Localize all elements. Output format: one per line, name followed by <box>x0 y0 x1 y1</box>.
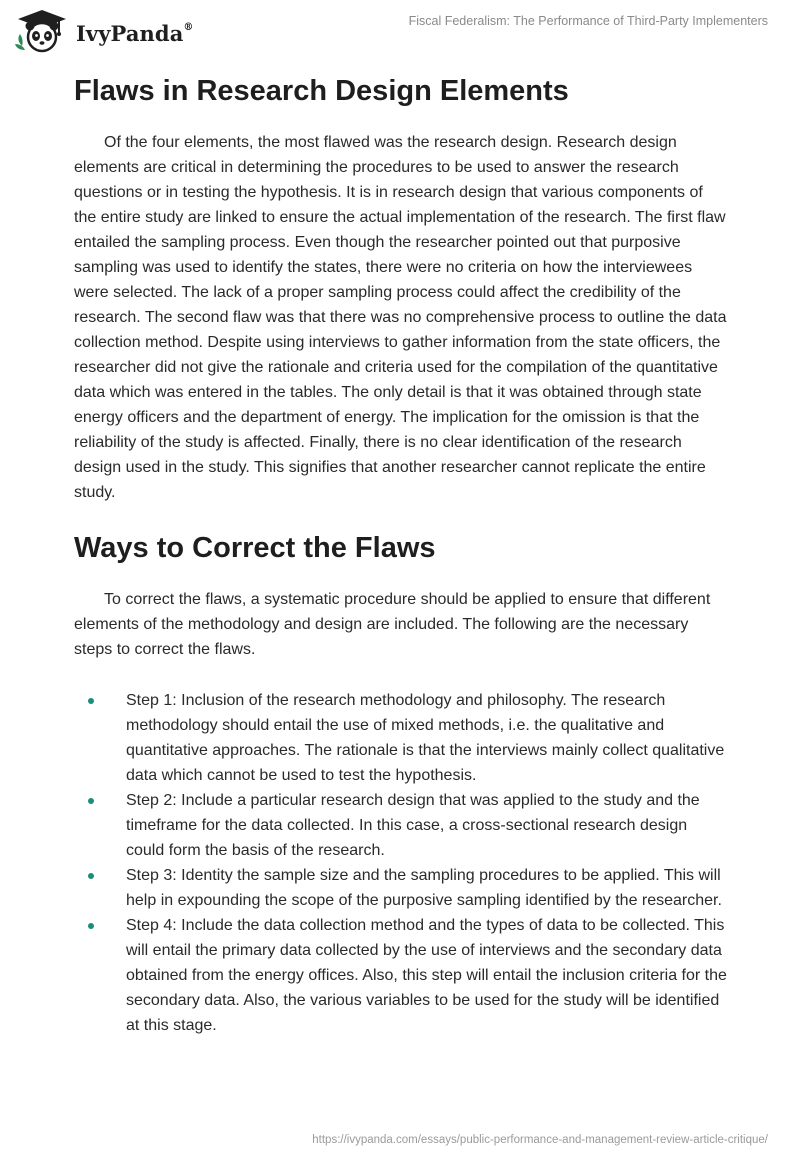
section-flaws <box>74 72 728 505</box>
bullet-icon <box>88 873 94 879</box>
article-body <box>74 72 728 1038</box>
steps-list <box>74 688 728 1038</box>
source-url-link[interactable]: https://ivypanda.com/essays/public-performance-and-management-review-article-critique/ <box>312 1134 768 1146</box>
page-header <box>0 0 800 62</box>
section-corrections <box>74 529 728 1038</box>
body-paragraph: To correct the flaws, a systematic procedure should be applied to ensure that different elements of the methodology and design are included. The following are the necessary steps to correct the flaws. <box>74 591 711 658</box>
section-heading: Flaws in Research Design Elements <box>74 75 569 107</box>
panda-logo-icon <box>14 8 70 54</box>
section-heading: Ways to Correct the Flaws <box>74 532 436 564</box>
list-item: Step 1: Inclusion of the research methodology and philosophy. The research methodology should entail the use of mixed methods, i.e. the qualitative and quantitative approaches. The rationale is that the interviews mainly collect qualitative data which cannot be used to test the hypothesis. <box>74 688 728 788</box>
body-paragraph: Of the four elements, the most flawed was the research design. Research design elements are critical in determining the procedures to be used to answer the research questions or in testing the hypothesis. It is in research design that various components of the entire study are linked to ensure the actual implementation of the research. The first flaw entailed the sampling process. Even though the researcher pointed out that purposive sampling was used to identify the states, there were no criteria on how the interviewees were selected. The lack of a proper sampling process could affect the credibility of the research. The second flaw was that there was no comprehensive process to outline the data collection method. Despite using interviews to gather information from the state officers, the researcher did not give the rationale and criteria used for the compilation of the quantitative data which was entered in the tables. The only detail is that it was obtained through state energy officers and the department of energy. The implication for the omission is that the reliability of the study is affected. Finally, there is no clear identification of the research design used in the study. This signifies that another researcher cannot replicate the entire study. <box>74 134 727 501</box>
bullet-icon <box>88 698 94 704</box>
list-item: Step 2: Include a particular research design that was applied to the study and the timeframe for the data collected. In this case, a cross-sectional research design could form the basis of the research. <box>74 788 728 863</box>
document-title: Fiscal Federalism: The Performance of Third-Party Implementers <box>408 14 768 28</box>
bullet-icon <box>88 798 94 804</box>
list-item: Step 4: Include the data collection method and the types of data to be collected. This will entail the primary data collected by the use of interviews and the secondary data obtained from the energy offices. Also, this step will entail the inclusion criteria for the secondary data. Also, the various variables to be used for the study will be identified at this stage. <box>74 913 728 1038</box>
brand-logo[interactable] <box>14 8 194 54</box>
list-item: Step 3: Identity the sample size and the sampling procedures to be applied. This will help in expounding the scope of the purposive sampling identified by the researcher. <box>74 863 728 913</box>
bullet-icon <box>88 923 94 929</box>
brand-name: IvyPanda® <box>76 20 194 46</box>
